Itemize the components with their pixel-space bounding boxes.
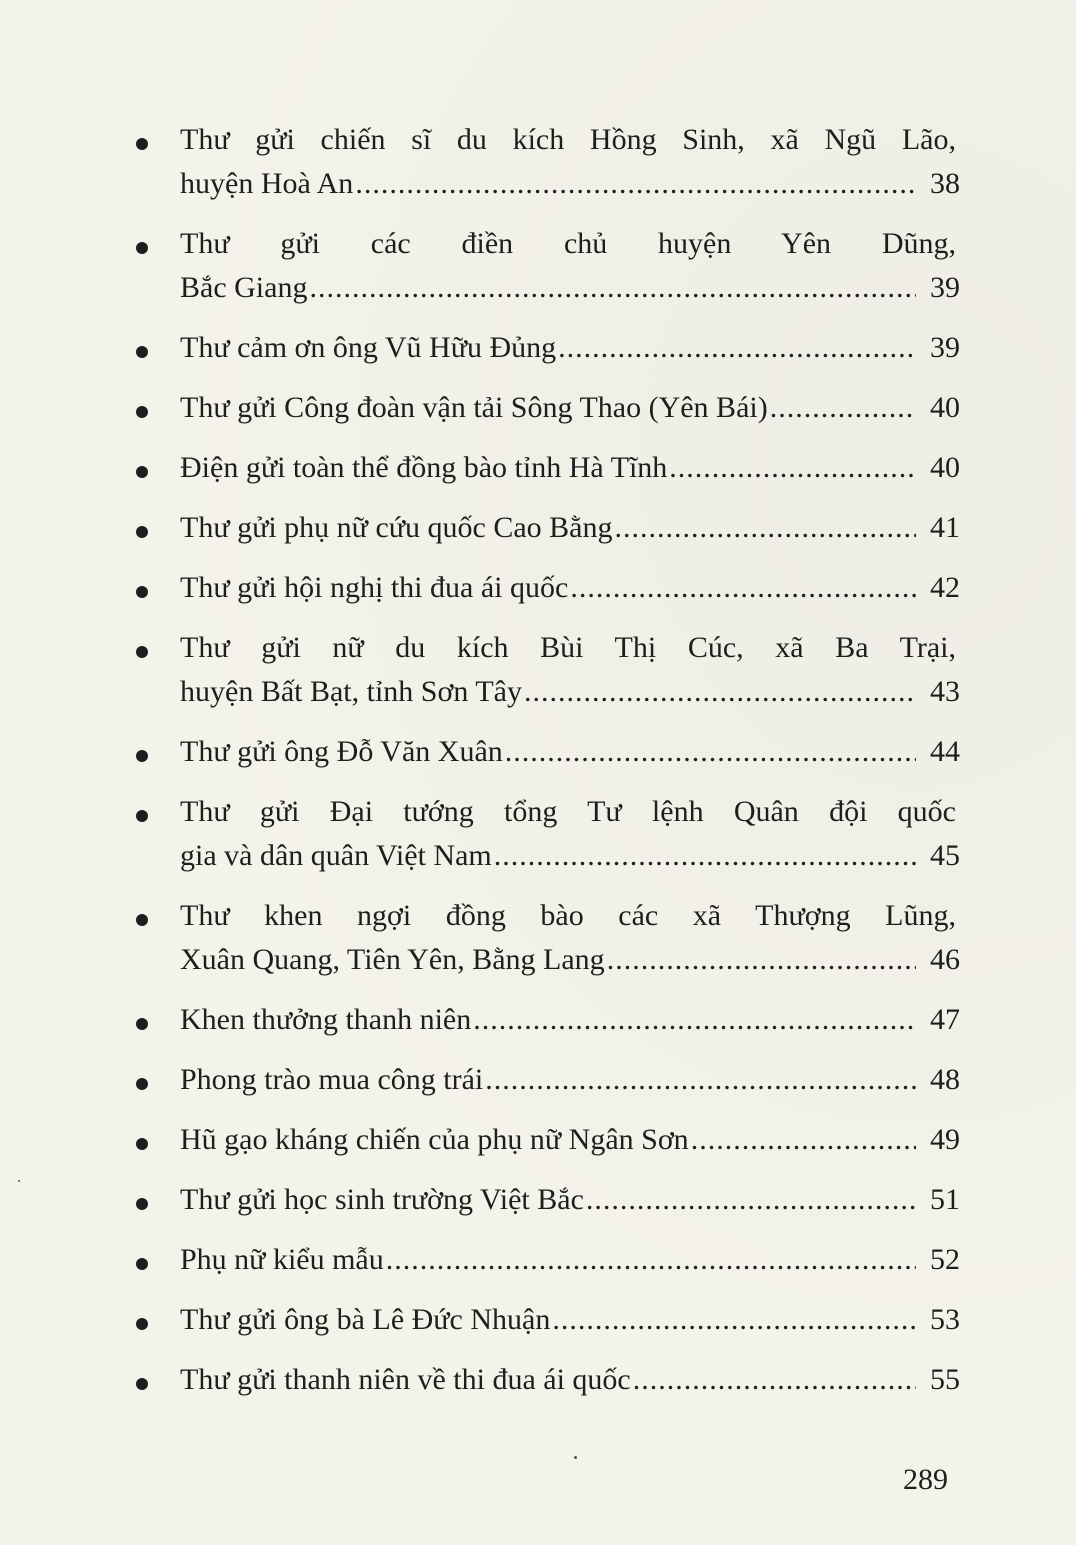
entry-title-row	[180, 1358, 960, 1402]
entry-page-number: 42	[930, 571, 960, 604]
entry-page-number: 47	[930, 1003, 960, 1036]
entry-title-line: Thư gửi nữ du kích Bùi Thị Cúc, xã Ba Trại,	[180, 631, 956, 664]
toc-entry	[130, 1298, 960, 1342]
dot-leader	[669, 446, 916, 490]
entry-title-row	[180, 998, 960, 1042]
dot-leader	[633, 1358, 916, 1402]
dot-leader	[485, 1058, 916, 1102]
dot-leader	[770, 386, 916, 430]
toc-entry	[130, 222, 960, 310]
bullet-icon	[136, 1198, 148, 1210]
entry-title-line: Hũ gạo kháng chiến của phụ nữ Ngân Sơn	[180, 1123, 689, 1156]
dot-leader	[524, 670, 916, 714]
entry-title-row	[180, 446, 960, 490]
entry-title-row	[180, 266, 960, 310]
toc-entry	[130, 790, 960, 878]
dot-leader	[691, 1118, 916, 1162]
bullet-icon	[136, 138, 148, 150]
bullet-icon	[136, 1258, 148, 1270]
entry-title-line: Thư cảm ơn ông Vũ Hữu Đủng	[180, 331, 557, 364]
entry-title-row	[180, 1238, 960, 1282]
entry-title-line: Phụ nữ kiểu mẫu	[180, 1243, 384, 1276]
bullet-icon	[136, 914, 148, 926]
entry-title-line: gia và dân quân Việt Nam	[180, 839, 492, 872]
entry-title-row	[180, 326, 960, 370]
entry-title-line: Điện gửi toàn thể đồng bào tỉnh Hà Tĩnh	[180, 451, 668, 484]
dot-leader	[386, 1238, 916, 1282]
entry-title-row	[180, 834, 960, 878]
entry-page-number: 40	[930, 451, 960, 484]
entry-page-number: 45	[930, 839, 960, 872]
entry-page-number: 55	[930, 1363, 960, 1396]
entry-page-number: 46	[930, 943, 960, 976]
toc-entry	[130, 118, 960, 206]
bullet-icon	[136, 346, 148, 358]
bullet-icon	[136, 526, 148, 538]
toc-entry	[130, 326, 960, 370]
toc-entry	[130, 1118, 960, 1162]
entry-page-number: 48	[930, 1063, 960, 1096]
toc-entry	[130, 1178, 960, 1222]
dot-leader	[570, 566, 916, 610]
entry-title-line: Thư gửi các điền chủ huyện Yên Dũng,	[180, 227, 956, 260]
entry-title-row	[180, 162, 960, 206]
bullet-icon	[136, 1078, 148, 1090]
entry-title-line: huyện Hoà An	[180, 167, 354, 200]
toc-entry	[130, 894, 960, 982]
entry-page-number: 49	[930, 1123, 960, 1156]
entry-title-line: Thư gửi thanh niên về thi đua ái quốc	[180, 1363, 631, 1396]
print-speck	[18, 1180, 20, 1182]
entry-page-number: 40	[930, 391, 960, 424]
entry-title-row	[180, 506, 960, 550]
entry-title-row	[180, 1178, 960, 1222]
toc-entry	[130, 446, 960, 490]
dot-leader	[494, 834, 916, 878]
entry-page-number: 52	[930, 1243, 960, 1276]
bullet-icon	[136, 406, 148, 418]
entry-title-row	[180, 1058, 960, 1102]
entry-title-row	[180, 938, 960, 982]
toc-entry	[130, 566, 960, 610]
toc-entry	[130, 1238, 960, 1282]
entry-title-line: Bắc Giang	[180, 271, 308, 304]
toc-entry	[130, 386, 960, 430]
entry-page-number: 44	[930, 735, 960, 768]
entry-title-line: Xuân Quang, Tiên Yên, Bằng Lang	[180, 943, 605, 976]
bullet-icon	[136, 1318, 148, 1330]
bullet-icon	[136, 1018, 148, 1030]
entry-title-row	[180, 1118, 960, 1162]
entry-title-row	[180, 1298, 960, 1342]
bullet-icon	[136, 586, 148, 598]
entry-title-line: Thư gửi Đại tướng tổng Tư lệnh Quân đội quốc	[180, 795, 956, 828]
entry-title-row	[180, 730, 960, 774]
entry-title-row	[180, 670, 960, 714]
dot-leader	[552, 1298, 916, 1342]
dot-leader	[586, 1178, 916, 1222]
toc-entry	[130, 1358, 960, 1402]
entry-title-line: Thư gửi phụ nữ cứu quốc Cao Bằng	[180, 511, 613, 544]
dot-leader	[607, 938, 916, 982]
entry-page-number: 51	[930, 1183, 960, 1216]
bullet-icon	[136, 1378, 148, 1390]
entry-title-line: Thư khen ngợi đồng bào các xã Thượng Lũng,	[180, 899, 956, 932]
toc-entry	[130, 998, 960, 1042]
bullet-icon	[136, 1138, 148, 1150]
print-speck	[574, 1456, 577, 1459]
entry-title-line: Phong trào mua công trái	[180, 1063, 484, 1096]
entry-title-line: Thư gửi Công đoàn vận tải Sông Thao (Yên Bái)	[180, 391, 768, 424]
entry-title-line: Thư gửi hội nghị thi đua ái quốc	[180, 571, 569, 604]
toc-entry	[130, 1058, 960, 1102]
entry-title-line: huyện Bất Bạt, tỉnh Sơn Tây	[180, 675, 522, 708]
entry-title-line: Thư gửi học sinh trường Việt Bắc	[180, 1183, 584, 1216]
bullet-icon	[136, 242, 148, 254]
dot-leader	[355, 162, 916, 206]
entry-page-number: 43	[930, 675, 960, 708]
toc-entry	[130, 730, 960, 774]
bullet-icon	[136, 750, 148, 762]
entry-page-number: 38	[930, 167, 960, 200]
entry-page-number: 39	[930, 271, 960, 304]
dot-leader	[614, 506, 916, 550]
bullet-icon	[136, 646, 148, 658]
dot-leader	[473, 998, 916, 1042]
entry-page-number: 53	[930, 1303, 960, 1336]
entry-title-row	[180, 566, 960, 610]
table-of-contents	[130, 118, 960, 1418]
entry-title-line: Khen thưởng thanh niên	[180, 1003, 472, 1036]
entry-page-number: 39	[930, 331, 960, 364]
dot-leader	[558, 326, 916, 370]
bullet-icon	[136, 466, 148, 478]
entry-title-row	[180, 386, 960, 430]
entry-title-line: Thư gửi chiến sĩ du kích Hồng Sinh, xã Ngũ Lão,	[180, 123, 956, 156]
toc-entry	[130, 626, 960, 714]
dot-leader	[505, 730, 916, 774]
entry-title-line: Thư gửi ông bà Lê Đức Nhuận	[180, 1303, 551, 1336]
dot-leader	[309, 266, 916, 310]
bullet-icon	[136, 810, 148, 822]
toc-entry	[130, 506, 960, 550]
page-number: 289	[903, 1463, 948, 1496]
entry-page-number: 41	[930, 511, 960, 544]
entry-title-line: Thư gửi ông Đỗ Văn Xuân	[180, 735, 503, 768]
